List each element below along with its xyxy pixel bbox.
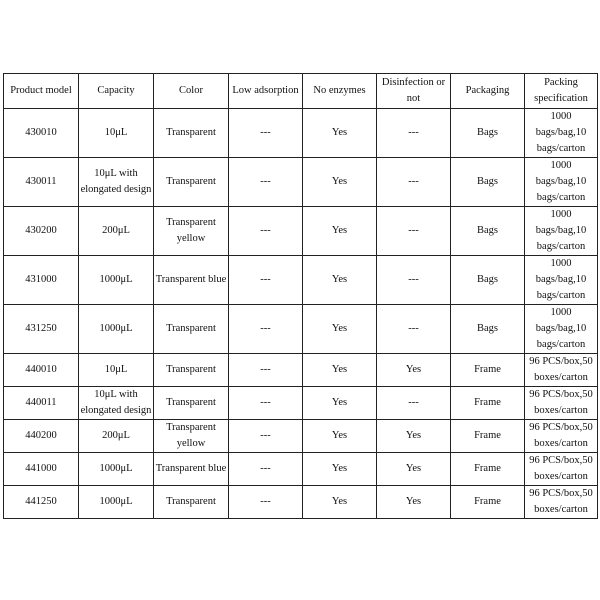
cell-packaging: Bags	[451, 207, 525, 256]
cell-low-adsorption: ---	[229, 256, 303, 305]
cell-packing-specification: 1000 bags/bag,10 bags/carton	[525, 158, 598, 207]
cell-packing-specification: 96 PCS/box,50 boxes/carton	[525, 420, 598, 453]
cell-no-enzymes: Yes	[303, 305, 377, 354]
cell-low-adsorption: ---	[229, 109, 303, 158]
cell-low-adsorption: ---	[229, 486, 303, 519]
table-row	[4, 387, 598, 420]
cell-product-model: 430010	[4, 109, 79, 158]
cell-packing-specification: 1000 bags/bag,10 bags/carton	[525, 256, 598, 305]
header-no-enzymes: No enzymes	[303, 74, 377, 109]
cell-capacity: 200μL	[79, 207, 154, 256]
cell-disinfection: ---	[377, 305, 451, 354]
cell-disinfection: ---	[377, 387, 451, 420]
table-row	[4, 486, 598, 519]
cell-color: Transparent	[154, 486, 229, 519]
cell-capacity: 1000μL	[79, 486, 154, 519]
header-low-adsorption: Low adsorption	[229, 74, 303, 109]
cell-packaging: Bags	[451, 256, 525, 305]
cell-product-model: 430200	[4, 207, 79, 256]
cell-packaging: Frame	[451, 486, 525, 519]
cell-no-enzymes: Yes	[303, 256, 377, 305]
cell-product-model: 431250	[4, 305, 79, 354]
cell-packaging: Frame	[451, 420, 525, 453]
cell-packing-specification: 96 PCS/box,50 boxes/carton	[525, 354, 598, 387]
cell-packaging: Bags	[451, 158, 525, 207]
cell-disinfection: Yes	[377, 354, 451, 387]
header-product-model: Product model	[4, 74, 79, 109]
cell-capacity: 10μL with elongated design	[79, 158, 154, 207]
cell-disinfection: ---	[377, 158, 451, 207]
cell-product-model: 431000	[4, 256, 79, 305]
cell-low-adsorption: ---	[229, 207, 303, 256]
header-capacity: Capacity	[79, 74, 154, 109]
table-row	[4, 354, 598, 387]
cell-no-enzymes: Yes	[303, 354, 377, 387]
cell-packaging: Frame	[451, 453, 525, 486]
cell-no-enzymes: Yes	[303, 486, 377, 519]
cell-packing-specification: 1000 bags/bag,10 bags/carton	[525, 207, 598, 256]
product-spec-table	[3, 73, 598, 519]
cell-low-adsorption: ---	[229, 453, 303, 486]
header-packing-specification: Packing specification	[525, 74, 598, 109]
cell-capacity: 200μL	[79, 420, 154, 453]
cell-product-model: 440010	[4, 354, 79, 387]
cell-low-adsorption: ---	[229, 387, 303, 420]
cell-color: Transparent	[154, 158, 229, 207]
cell-color: Transparent blue	[154, 453, 229, 486]
header-disinfection: Disinfection or not	[377, 74, 451, 109]
cell-color: Transparent	[154, 387, 229, 420]
cell-no-enzymes: Yes	[303, 158, 377, 207]
cell-disinfection: Yes	[377, 420, 451, 453]
table-row	[4, 207, 598, 256]
cell-packaging: Frame	[451, 387, 525, 420]
table-row	[4, 256, 598, 305]
cell-no-enzymes: Yes	[303, 387, 377, 420]
cell-no-enzymes: Yes	[303, 453, 377, 486]
cell-disinfection: Yes	[377, 486, 451, 519]
cell-packing-specification: 1000 bags/bag,10 bags/carton	[525, 305, 598, 354]
cell-capacity: 1000μL	[79, 256, 154, 305]
cell-no-enzymes: Yes	[303, 420, 377, 453]
cell-color: Transparent	[154, 354, 229, 387]
cell-capacity: 10μL	[79, 109, 154, 158]
cell-packing-specification: 96 PCS/box,50 boxes/carton	[525, 387, 598, 420]
cell-low-adsorption: ---	[229, 420, 303, 453]
cell-capacity: 1000μL	[79, 305, 154, 354]
header-packaging: Packaging	[451, 74, 525, 109]
cell-product-model: 441000	[4, 453, 79, 486]
cell-product-model: 440200	[4, 420, 79, 453]
table-row	[4, 453, 598, 486]
cell-low-adsorption: ---	[229, 158, 303, 207]
cell-disinfection: Yes	[377, 453, 451, 486]
cell-packing-specification: 96 PCS/box,50 boxes/carton	[525, 453, 598, 486]
cell-disinfection: ---	[377, 207, 451, 256]
cell-product-model: 440011	[4, 387, 79, 420]
cell-color: Transparent yellow	[154, 207, 229, 256]
cell-packaging: Bags	[451, 305, 525, 354]
cell-color: Transparent	[154, 305, 229, 354]
cell-low-adsorption: ---	[229, 305, 303, 354]
cell-capacity: 1000μL	[79, 453, 154, 486]
cell-packaging: Bags	[451, 109, 525, 158]
cell-no-enzymes: Yes	[303, 109, 377, 158]
cell-packing-specification: 96 PCS/box,50 boxes/carton	[525, 486, 598, 519]
table-row	[4, 305, 598, 354]
cell-color: Transparent blue	[154, 256, 229, 305]
cell-product-model: 441250	[4, 486, 79, 519]
cell-packing-specification: 1000 bags/bag,10 bags/carton	[525, 109, 598, 158]
cell-capacity: 10μL with elongated design	[79, 387, 154, 420]
table-row	[4, 109, 598, 158]
table-row	[4, 158, 598, 207]
cell-color: Transparent yellow	[154, 420, 229, 453]
cell-disinfection: ---	[377, 256, 451, 305]
cell-color: Transparent	[154, 109, 229, 158]
cell-product-model: 430011	[4, 158, 79, 207]
header-color: Color	[154, 74, 229, 109]
cell-no-enzymes: Yes	[303, 207, 377, 256]
cell-capacity: 10μL	[79, 354, 154, 387]
cell-disinfection: ---	[377, 109, 451, 158]
table-row	[4, 420, 598, 453]
table-header-row	[4, 74, 598, 109]
cell-low-adsorption: ---	[229, 354, 303, 387]
cell-packaging: Frame	[451, 354, 525, 387]
